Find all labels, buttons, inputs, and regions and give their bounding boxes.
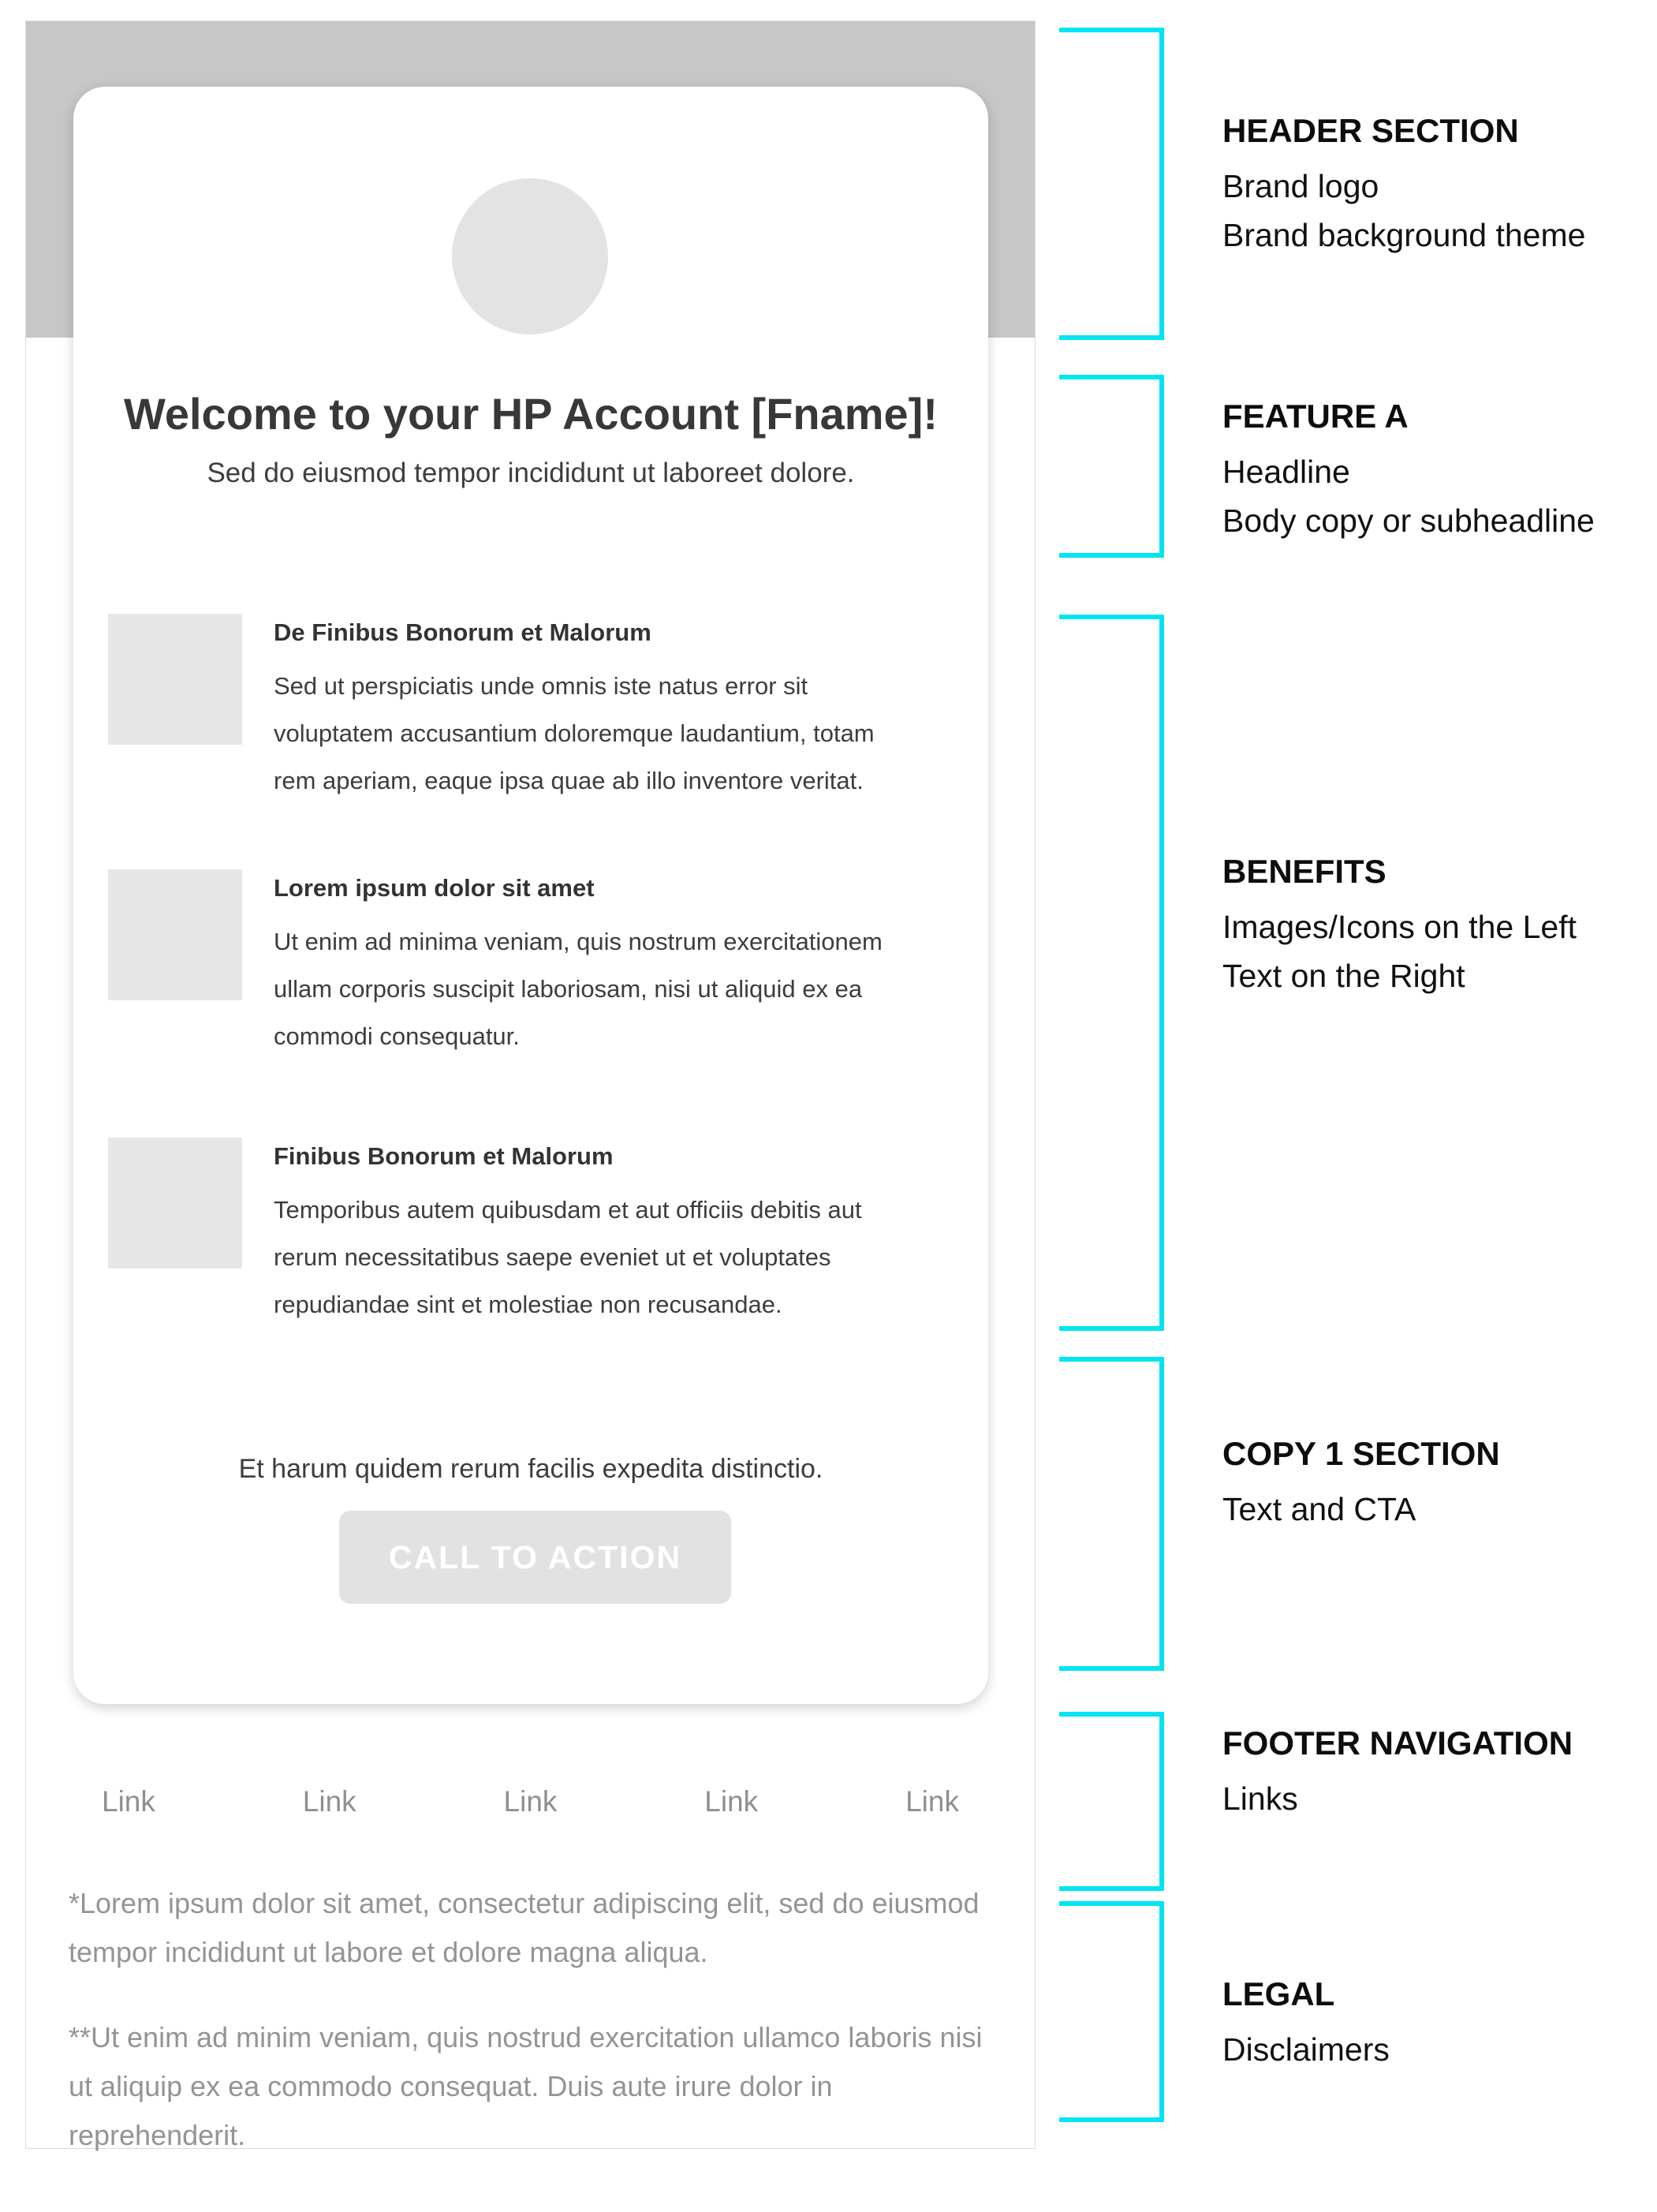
benefit-image-placeholder [108, 1138, 242, 1269]
footer-link[interactable]: Link [503, 1785, 558, 1818]
benefit-title: De Finibus Bonorum et Malorum [274, 618, 651, 646]
section-bracket-feature-a [1059, 375, 1164, 558]
section-bracket-benefits [1059, 615, 1164, 1331]
benefit-title: Lorem ipsum dolor sit amet [274, 874, 595, 902]
benefit-body: Sed ut perspiciatis unde omnis iste natus error sit voluptatem accusantium doloremque laudantium, totam rem aperiam, eaque ipsa quae ab illo inventore veritat. [274, 672, 875, 794]
annotation-item: Text and CTA [1222, 1491, 1416, 1527]
annotation-benefits [1222, 852, 1657, 1000]
annotation-item: Images/Icons on the Left [1222, 909, 1577, 945]
annotation-item: Text on the Right [1222, 958, 1465, 994]
benefit-body: Ut enim ad minima veniam, quis nostrum exercitationem ullam corporis suscipit laboriosam, nisi ut aliquid ex ea commodi consequatur. [274, 928, 883, 1050]
footer-link[interactable]: Link [302, 1785, 356, 1818]
annotation-title: COPY 1 SECTION [1222, 1435, 1500, 1472]
hero-headline: Welcome to your HP Account [Fname]! [124, 389, 938, 439]
annotation-legal [1222, 1975, 1657, 2074]
annotation-title: BENEFITS [1222, 853, 1386, 890]
cta-button[interactable]: CALL TO ACTION [339, 1511, 731, 1604]
email-template-preview [25, 21, 1036, 2149]
benefit-title: Finibus Bonorum et Malorum [274, 1142, 614, 1170]
annotation-feature-a [1222, 397, 1657, 545]
annotation-title: FOOTER NAVIGATION [1222, 1724, 1573, 1762]
annotation-header-section [1222, 111, 1657, 260]
footer-navigation [102, 1785, 959, 1818]
annotation-item: Brand background theme [1222, 217, 1586, 253]
benefit-body: Temporibus autem quibusdam et aut officiis debitis aut rerum necessitatibus saepe eveniet ut et voluptates repudiandae sint et molestiae non recusandae. [274, 1196, 862, 1318]
legal-disclaimer: *Lorem ipsum dolor sit amet, consectetur adipiscing elit, sed do eiusmod tempor incididunt ut labore et dolore magna aliqua. [69, 1887, 980, 1968]
brand-logo-placeholder [452, 178, 608, 334]
copy1-text: Et harum quidem rerum facilis expedita distinctio. [238, 1454, 823, 1484]
annotation-item: Body copy or subheadline [1222, 503, 1595, 539]
annotation-title: LEGAL [1222, 1975, 1335, 2012]
footer-link[interactable]: Link [905, 1785, 959, 1818]
email-card [73, 87, 988, 1704]
annotation-item: Links [1222, 1780, 1298, 1817]
annotation-item: Headline [1222, 454, 1350, 490]
annotation-footer-navigation [1222, 1724, 1657, 1823]
benefit-image-placeholder [108, 614, 242, 745]
benefit-image-placeholder [108, 869, 242, 1000]
section-bracket-legal [1059, 1901, 1164, 2122]
section-bracket-header [1059, 28, 1164, 340]
annotation-title: HEADER SECTION [1222, 112, 1519, 149]
annotation-item: Brand logo [1222, 168, 1379, 204]
footer-link[interactable]: Link [704, 1785, 759, 1818]
legal-disclaimer: **Ut enim ad minim veniam, quis nostrud exercitation ullamco laboris nisi ut aliquip ex ea commodo consequat. Duis aute irure dolor in reprehenderit. [69, 2021, 983, 2151]
annotation-copy1-section [1222, 1434, 1657, 1534]
annotation-title: FEATURE A [1222, 398, 1409, 435]
annotation-item: Disclaimers [1222, 2031, 1390, 2068]
hero-subheadline: Sed do eiusmod tempor incididunt ut laboreet dolore. [207, 458, 855, 488]
section-bracket-footer-nav [1059, 1712, 1164, 1891]
footer-link[interactable]: Link [102, 1785, 155, 1818]
section-bracket-copy1 [1059, 1357, 1164, 1671]
